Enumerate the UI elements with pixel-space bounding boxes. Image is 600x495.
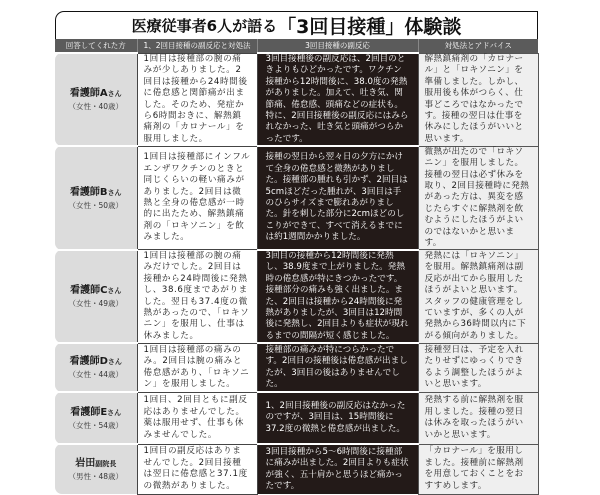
advice-cell: 接種翌日は、予定を入れたりせずにゆっくりできるよう調整したほうがよいと思います。 [418, 343, 538, 392]
respondent-name-wrap [57, 355, 135, 369]
respondent-name: 看護師C [70, 285, 108, 297]
table-row [55, 444, 538, 494]
respondent-cell [55, 444, 137, 494]
respondent-name: 看護師A [69, 88, 108, 100]
third-dose-cell: 3回目接種後の副反応は、2回目のときよりもひどかったです。ワクチン接種から12時間後に、38.0度の発熱がありました。加えて、吐き気、関節痛、倦怠感、頭痛などの症状も。特に、2回目接種後の副反応にはみられなかった、吐き気と頭痛がつらかったです。 [257, 53, 418, 146]
table-row [55, 392, 538, 444]
respondent-profile: （女性・50歳） [68, 200, 124, 210]
third-dose-cell: 接種の翌日から翌々日の夕方にかけて全身の倦怠感と微熱がありました。接種部の腫れも引かず、2回目は5cmほどだった腫れが、3回目は手のひらサイズまで膨れあがりました。針を刺した部分に2cmほどのしこりができて、すべて消えるまでには約1週間かかりました。 [257, 146, 418, 250]
third-dose-cell: 3回目接種から5〜6時間後に接種部に痛みが出ました。2回目よりも症状が強く、五十肩かと思うほど痛かったです。 [257, 444, 418, 494]
table-row [55, 146, 538, 250]
first-second-cell: 1回目は接種部の痛みのみ。2回目は腕の痛みと倦怠感があり、「ロキソニン」を服用しました。 [137, 343, 257, 392]
respondent-cell [55, 53, 137, 146]
experience-table [55, 39, 539, 495]
first-second-cell: 1回目の副反応はありませんでした。2回目接種は翌日に倦怠感と37.1度の微熱がありました。 [137, 444, 257, 494]
page-title [55, 11, 538, 39]
table-row [55, 53, 538, 146]
first-second-cell: 1回目は接種部の腕の痛みが少しありました。2回目は接種から24時間後に倦怠感と関節痛が出ました。そのため、発症から6時間おきに、解熱鎮痛剤の「カロナール」を服用しました。 [137, 53, 257, 146]
respondent-name: 看護師E [70, 406, 108, 418]
advice-cell: 解熱鎮痛剤の「カロナール」と「ロキソニン」を準備しました。しかし、服用後も体がつらく、仕事どころではなかったです。接種の翌日は仕事を休みにしたほうがいいと思います。 [418, 53, 538, 146]
respondent-honorific: さん [107, 408, 122, 417]
title-highlight: 「3回目接種」 [277, 16, 405, 38]
table-row [55, 250, 538, 343]
advice-cell: 発熱する前に解熱剤を服用しました。接種の翌日は休みを取ったほうがいいかと思います。 [418, 392, 538, 444]
column-header-advice: 対処法とアドバイス [418, 39, 538, 53]
title-prefix: 医療従事者6人が語る [131, 17, 278, 35]
third-dose-cell: 接種部の痛みが特につらかったです。2回目の接種後は倦怠感が出ましたが、3回目の後はありませんでした。 [257, 343, 418, 392]
respondent-cell [55, 392, 137, 444]
table-header-row [55, 39, 538, 53]
respondent-name: 看護師B [69, 186, 108, 198]
respondent-honorific: さん [107, 90, 122, 99]
respondent-profile: （女性・54歳） [68, 420, 124, 430]
column-header-respondent: 回答してくれた方 [55, 39, 137, 53]
third-dose-cell: 1、2回目接種後の副反応はなかったのですが、3回目は、15時間後に37.2度の微熱と倦怠感が出ました。 [257, 392, 418, 444]
respondent-cell [55, 146, 137, 250]
respondent-honorific: さん [107, 358, 122, 367]
title-suffix: 体験談 [404, 16, 462, 38]
advice-cell: 「カロナール」を服用しました。接種前に解熱剤を用意しておくことをおすすめします。 [418, 444, 538, 494]
third-dose-cell: 3回目の接種から12時間後に発熱し、38.9度まで上がりました。発熱時の倦怠感が特にきつかったです。接種部分の痛みも強く出ました。また、2回目は接種から24時間後に発熱がありましたが、3回目は12時間後に発熱し、2回目よりも症状が現れるまでの間隔が短く感じました。 [257, 250, 418, 343]
respondent-name-wrap [57, 284, 135, 298]
respondent-honorific: 副院長 [95, 460, 117, 469]
respondent-honorific: さん [107, 287, 122, 296]
respondent-profile: （女性・40歳） [68, 102, 124, 112]
column-header-first-second: 1、2回目接種の副反応と対処法 [137, 39, 257, 53]
advice-cell: 発熱には「ロキソニン」を服用。解熱鎮痛剤は副反応が出てから服用したほうがよいと思います。スタッフの健康管理をしていますが、多くの人が発熱から36時間以内に下がる傾向がありました。 [418, 250, 538, 343]
respondent-cell [55, 343, 137, 392]
respondent-honorific: さん [107, 188, 122, 197]
respondent-name-wrap [57, 406, 135, 420]
first-second-cell: 1回目は接種部にインフルエンザワクチンのときと同じくらいの軽い痛みがありました。2回目は微熱と全身の倦怠感が一時的に出たため、解熱鎮痛剤の「ロキソニン」を飲みました。 [137, 146, 257, 250]
table-row [55, 343, 538, 392]
respondent-name-wrap [57, 186, 135, 200]
respondent-name-wrap [57, 87, 135, 101]
advice-cell: 微熱が出たので「ロキソニン」を服用しました。接種の翌日は必ず休みを取り、2回目接種時に発熱があった方は、異変を感じたらすぐに解熱剤を飲むようにしたほうがよいのではないかと思います。 [418, 146, 538, 250]
first-second-cell: 1回目、2回目ともに副反応はありませんでした。薬は服用せず、仕事も休みませんでした。 [137, 392, 257, 444]
respondent-profile: （男性・48歳） [68, 472, 124, 482]
respondent-name: 岩田 [75, 458, 96, 470]
respondent-name-wrap [57, 457, 135, 471]
respondent-name: 看護師D [69, 356, 108, 368]
column-header-third: 3回目接種の副反応 [257, 39, 418, 53]
infographic [55, 11, 538, 495]
respondent-profile: （女性・49歳） [68, 299, 124, 309]
first-second-cell: 1回目は接種部の腕の痛みだけでした。2回目は接種から24時間後に発熱し、38.6度まであがりました。翌日も37.4度の微熱があったので、「ロキソニン」を服用し、仕事は休みました。 [137, 250, 257, 343]
respondent-profile: （女性・44歳） [68, 370, 124, 380]
respondent-cell [55, 250, 137, 343]
